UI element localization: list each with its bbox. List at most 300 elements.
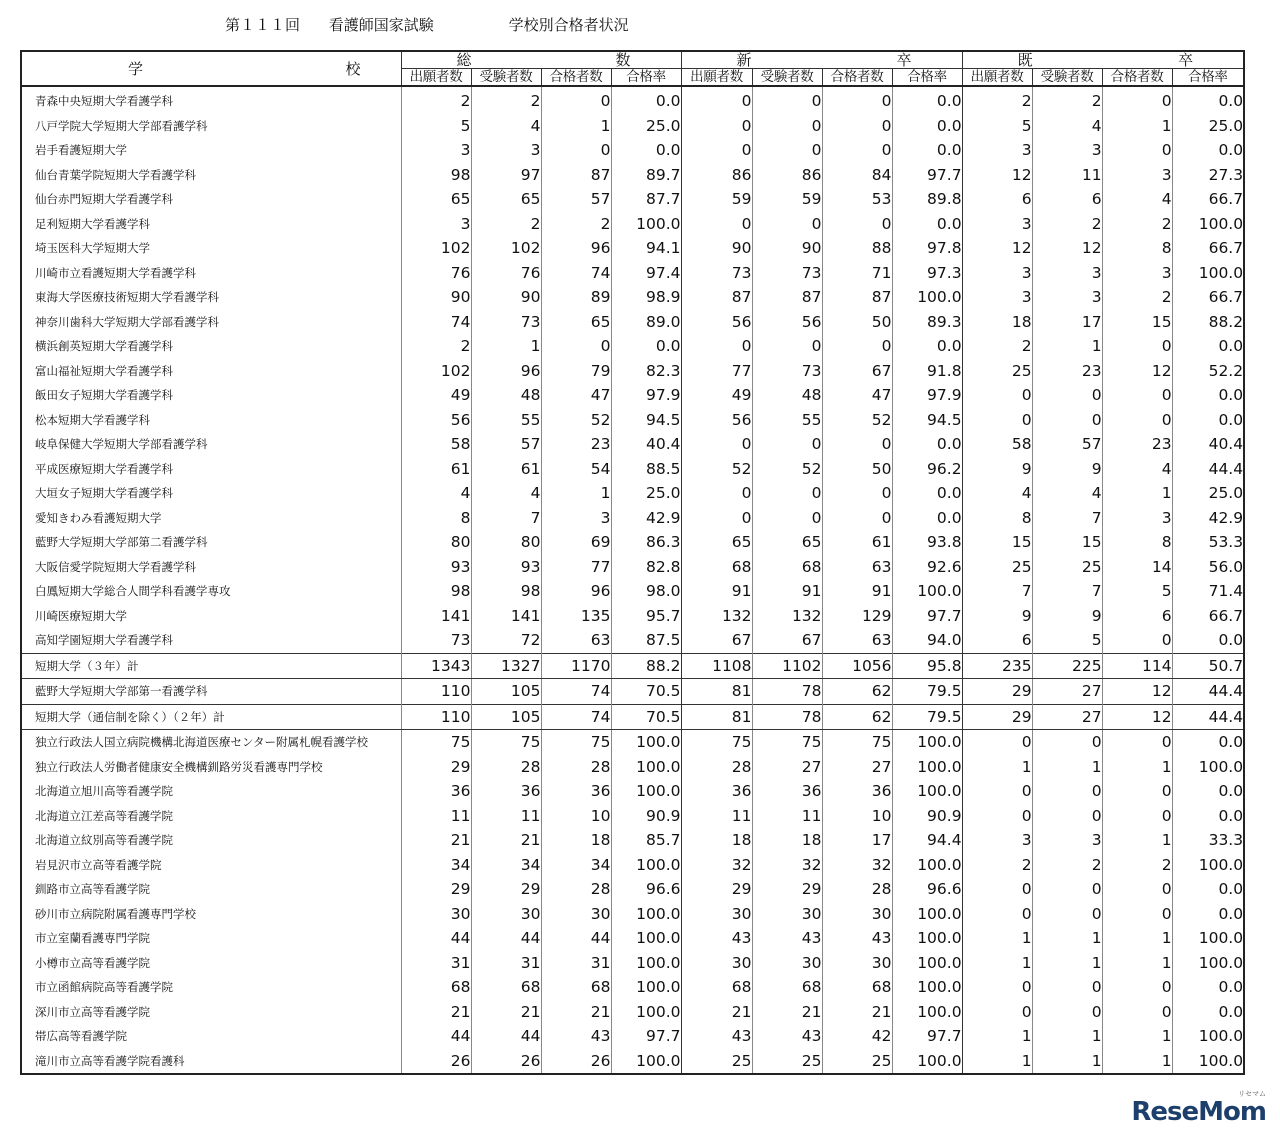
cell-value: 3 [1102,261,1172,286]
school-name: 飯田女子短期大学看護学科 [21,383,401,408]
cell-value: 0 [822,481,892,506]
cell-value: 32 [752,853,822,878]
cell-value: 30 [752,951,822,976]
cell-value: 68 [401,975,471,1000]
cell-value: 61 [471,457,541,482]
cell-value: 65 [471,187,541,212]
cell-value: 62 [822,679,892,705]
cell-value: 87 [822,285,892,310]
cell-value: 98 [471,579,541,604]
cell-value: 2 [1102,212,1172,237]
cell-value: 70.5 [611,704,681,730]
cell-value: 8 [1102,236,1172,261]
cell-value: 100.0 [611,951,681,976]
cell-value: 4 [1032,481,1102,506]
cell-value: 0 [822,86,892,114]
cell-value: 0.0 [1172,730,1244,755]
cell-value: 100.0 [611,779,681,804]
group-header-prior-grad: 既 卒 [962,51,1244,69]
cell-value: 57 [541,187,611,212]
cell-value: 97 [471,163,541,188]
cell-value: 28 [541,755,611,780]
cell-value: 1 [962,1024,1032,1049]
cell-value: 74 [541,261,611,286]
cell-value: 98.0 [611,579,681,604]
cell-value: 91 [681,579,752,604]
cell-value: 8 [1102,530,1172,555]
cell-value: 67 [822,359,892,384]
school-name: 神奈川歯科大学短期大学部看護学科 [21,310,401,335]
cell-value: 5 [962,114,1032,139]
cell-value: 44.4 [1172,679,1244,705]
cell-value: 86 [752,163,822,188]
table-row [21,1024,1244,1049]
school-name: 滝川市立高等看護学院看護科 [21,1049,401,1075]
cell-value: 102 [471,236,541,261]
cell-value: 48 [471,383,541,408]
cell-value: 68 [752,975,822,1000]
school-name: 平成医療短期大学看護学科 [21,457,401,482]
table-row [21,481,1244,506]
cell-value: 90 [752,236,822,261]
cell-value: 27 [822,755,892,780]
cell-value: 14 [1102,555,1172,580]
cell-value: 68 [681,555,752,580]
cell-value: 8 [962,506,1032,531]
cell-value: 97.7 [892,163,962,188]
cell-value: 1 [962,926,1032,951]
cell-value: 0.0 [892,481,962,506]
cell-value: 1 [1032,951,1102,976]
cell-value: 0 [962,902,1032,927]
cell-value: 0 [1102,804,1172,829]
cell-value: 77 [541,555,611,580]
cell-value: 0 [752,506,822,531]
cell-value: 0.0 [611,86,681,114]
cell-value: 67 [752,628,822,653]
cell-value: 100.0 [1172,261,1244,286]
cell-value: 75 [752,730,822,755]
cell-value: 29 [471,877,541,902]
cell-value: 42 [822,1024,892,1049]
cell-value: 81 [681,679,752,705]
cell-value: 1108 [681,653,752,679]
cell-value: 36 [401,779,471,804]
table-row [21,432,1244,457]
cell-value: 0 [1032,975,1102,1000]
cell-value: 44 [401,1024,471,1049]
cell-value: 87 [681,285,752,310]
table-row [21,383,1244,408]
cell-value: 21 [681,1000,752,1025]
cell-value: 56.0 [1172,555,1244,580]
cell-value: 58 [401,432,471,457]
cell-value: 36 [681,779,752,804]
cell-value: 90 [681,236,752,261]
cell-value: 79 [541,359,611,384]
cell-value: 87 [541,163,611,188]
cell-value: 100.0 [1172,951,1244,976]
cell-value: 11 [681,804,752,829]
cell-value: 3 [1032,285,1102,310]
cell-value: 68 [541,975,611,1000]
cell-value: 1 [1102,1049,1172,1075]
cell-value: 0 [752,334,822,359]
cell-value: 132 [752,604,822,629]
cell-value: 114 [1102,653,1172,679]
cell-value: 25 [752,1049,822,1075]
cell-value: 0 [752,138,822,163]
cell-value: 3 [1032,828,1102,853]
cell-value: 3 [401,138,471,163]
cell-value: 95.8 [892,653,962,679]
table-row [21,212,1244,237]
cell-value: 4 [401,481,471,506]
cell-value: 61 [401,457,471,482]
cell-value: 29 [962,704,1032,730]
cell-value: 62 [822,704,892,730]
cell-value: 34 [541,853,611,878]
school-name: 大垣女子短期大学看護学科 [21,481,401,506]
cell-value: 29 [962,679,1032,705]
cell-value: 18 [962,310,1032,335]
cell-value: 0 [1102,86,1172,114]
cell-value: 0.0 [611,334,681,359]
cell-value: 88.2 [1172,310,1244,335]
column-header: 合格率 [1172,69,1244,87]
cell-value: 0.0 [1172,138,1244,163]
cell-value: 0 [752,432,822,457]
cell-value: 89.7 [611,163,681,188]
school-name: 足利短期大学看護学科 [21,212,401,237]
cell-value: 10 [822,804,892,829]
cell-value: 36 [752,779,822,804]
subtotal-row [21,653,1244,679]
cell-value: 0.0 [1172,975,1244,1000]
table-subject: 学校別合格者状況 [508,16,629,34]
cell-value: 129 [822,604,892,629]
cell-value: 96 [471,359,541,384]
table-row [21,628,1244,653]
cell-value: 31 [401,951,471,976]
cell-value: 0 [1102,628,1172,653]
cell-value: 0 [681,481,752,506]
cell-value: 88 [822,236,892,261]
table-row [21,506,1244,531]
school-name: 青森中央短期大学看護学科 [21,86,401,114]
cell-value: 2 [1102,285,1172,310]
cell-value: 94.5 [611,408,681,433]
cell-value: 5 [1102,579,1172,604]
cell-value: 44 [401,926,471,951]
cell-value: 100.0 [892,975,962,1000]
cell-value: 5 [401,114,471,139]
cell-value: 89.8 [892,187,962,212]
cell-value: 44 [471,926,541,951]
cell-value: 100.0 [1172,1049,1244,1075]
table-row [21,310,1244,335]
cell-value: 8 [401,506,471,531]
cell-value: 100.0 [611,1049,681,1075]
cell-value: 73 [681,261,752,286]
cell-value: 0 [1032,1000,1102,1025]
table-row [21,138,1244,163]
cell-value: 96 [541,579,611,604]
cell-value: 0 [1032,877,1102,902]
cell-value: 25.0 [611,481,681,506]
subtotal-row [21,704,1244,730]
cell-value: 25 [962,555,1032,580]
cell-value: 110 [401,704,471,730]
cell-value: 28 [471,755,541,780]
cell-value: 3 [1032,138,1102,163]
cell-value: 0.0 [1172,877,1244,902]
school-name: 小樽市立高等看護学院 [21,951,401,976]
school-name: 北海道立江差高等看護学院 [21,804,401,829]
table-row [21,730,1244,755]
school-name: 深川市立高等看護学院 [21,1000,401,1025]
cell-value: 30 [681,902,752,927]
cell-value: 36 [541,779,611,804]
school-name: 市立室蘭看護専門学院 [21,926,401,951]
cell-value: 89 [541,285,611,310]
cell-value: 3 [962,212,1032,237]
cell-value: 43 [681,926,752,951]
cell-value: 100.0 [1172,926,1244,951]
school-name: 砂川市立病院附属看護専門学校 [21,902,401,927]
cell-value: 93 [471,555,541,580]
cell-value: 29 [752,877,822,902]
school-name: 帯広高等看護学院 [21,1024,401,1049]
cell-value: 97.4 [611,261,681,286]
cell-value: 110 [401,679,471,705]
cell-value: 96.2 [892,457,962,482]
cell-value: 30 [541,902,611,927]
cell-value: 3 [1032,261,1102,286]
cell-value: 92.6 [892,555,962,580]
cell-value: 1 [1102,481,1172,506]
cell-value: 3 [962,138,1032,163]
cell-value: 21 [471,828,541,853]
cell-value: 2 [401,86,471,114]
cell-value: 100.0 [611,902,681,927]
cell-value: 30 [752,902,822,927]
cell-value: 94.1 [611,236,681,261]
cell-value: 105 [471,679,541,705]
cell-value: 0 [962,804,1032,829]
table-row [21,555,1244,580]
column-header: 受験者数 [1032,69,1102,87]
cell-value: 93.8 [892,530,962,555]
cell-value: 3 [962,261,1032,286]
cell-value: 70.5 [611,679,681,705]
cell-value: 29 [401,877,471,902]
cell-value: 58 [962,432,1032,457]
school-name: 高知学園短期大学看護学科 [21,628,401,653]
cell-value: 2 [1032,853,1102,878]
cell-value: 0 [752,86,822,114]
cell-value: 73 [752,359,822,384]
cell-value: 0 [822,138,892,163]
cell-value: 1 [471,334,541,359]
table-row [21,853,1244,878]
cell-value: 100.0 [611,212,681,237]
cell-value: 97.7 [892,604,962,629]
cell-value: 100.0 [1172,755,1244,780]
cell-value: 3 [541,506,611,531]
cell-value: 25 [681,1049,752,1075]
cell-value: 56 [681,408,752,433]
cell-value: 86.3 [611,530,681,555]
cell-value: 52 [681,457,752,482]
cell-value: 4 [1102,187,1172,212]
cell-value: 0 [962,730,1032,755]
school-name: 北海道立旭川高等看護学院 [21,779,401,804]
table-row [21,114,1244,139]
cell-value: 3 [962,285,1032,310]
cell-value: 25 [1032,555,1102,580]
cell-value: 94.0 [892,628,962,653]
cell-value: 0 [1102,902,1172,927]
cell-value: 96 [541,236,611,261]
cell-value: 18 [752,828,822,853]
cell-value: 90.9 [611,804,681,829]
cell-value: 49 [681,383,752,408]
cell-value: 135 [541,604,611,629]
cell-value: 9 [962,457,1032,482]
cell-value: 40.4 [1172,432,1244,457]
cell-value: 87.5 [611,628,681,653]
cell-value: 75 [471,730,541,755]
cell-value: 73 [752,261,822,286]
cell-value: 0 [1102,1000,1172,1025]
cell-value: 23 [541,432,611,457]
cell-value: 7 [1032,579,1102,604]
cell-value: 100.0 [892,853,962,878]
table-row [21,261,1244,286]
cell-value: 2 [1032,212,1102,237]
cell-value: 98 [401,579,471,604]
cell-value: 105 [471,704,541,730]
table-row [21,828,1244,853]
cell-value: 141 [471,604,541,629]
cell-value: 4 [962,481,1032,506]
cell-value: 12 [1032,236,1102,261]
cell-value: 2 [1102,853,1172,878]
cell-value: 0.0 [892,138,962,163]
cell-value: 12 [1102,679,1172,705]
cell-value: 100.0 [1172,212,1244,237]
school-name: 埼玉医科大学短期大学 [21,236,401,261]
school-name: 仙台青葉学院短期大学看護学科 [21,163,401,188]
cell-value: 3 [1102,163,1172,188]
cell-value: 1 [1032,334,1102,359]
table-row [21,334,1244,359]
cell-value: 100.0 [892,755,962,780]
cell-value: 78 [752,704,822,730]
cell-value: 43 [541,1024,611,1049]
table-row [21,902,1244,927]
cell-value: 0 [681,334,752,359]
school-name: 富山福祉短期大学看護学科 [21,359,401,384]
school-name: 松本短期大学看護学科 [21,408,401,433]
table-row [21,877,1244,902]
cell-value: 11 [401,804,471,829]
cell-value: 93 [401,555,471,580]
school-name: 白鳳短期大学総合人間学科看護学専攻 [21,579,401,604]
cell-value: 100.0 [892,951,962,976]
cell-value: 0 [962,779,1032,804]
column-header: 合格者数 [822,69,892,87]
cell-value: 0 [962,1000,1032,1025]
school-name: 横浜創英短期大学看護学科 [21,334,401,359]
cell-value: 82.3 [611,359,681,384]
cell-value: 56 [401,408,471,433]
school-name: 八戸学院大学短期大学部看護学科 [21,114,401,139]
cell-value: 2 [962,86,1032,114]
cell-value: 97.7 [611,1024,681,1049]
cell-value: 25 [822,1049,892,1075]
cell-value: 1 [541,481,611,506]
cell-value: 90 [401,285,471,310]
cell-value: 102 [401,236,471,261]
cell-value: 85.7 [611,828,681,853]
school-name: 独立行政法人労働者健康安全機構釧路労災看護専門学校 [21,755,401,780]
cell-value: 2 [541,212,611,237]
cell-value: 12 [1102,704,1172,730]
cell-value: 80 [471,530,541,555]
cell-value: 0 [1032,804,1102,829]
cell-value: 100.0 [892,1049,962,1075]
cell-value: 40.4 [611,432,681,457]
cell-value: 75 [822,730,892,755]
cell-value: 44 [471,1024,541,1049]
cell-value: 0.0 [892,86,962,114]
cell-value: 100.0 [611,755,681,780]
cell-value: 3 [1102,506,1172,531]
cell-value: 9 [1032,457,1102,482]
cell-value: 84 [822,163,892,188]
cell-value: 15 [1102,310,1172,335]
cell-value: 32 [822,853,892,878]
cell-value: 82.8 [611,555,681,580]
cell-value: 0.0 [611,138,681,163]
table-row [21,755,1244,780]
table-body [21,86,1244,1074]
table-row [21,359,1244,384]
cell-value: 74 [541,704,611,730]
table-row [21,236,1244,261]
cell-value: 97.8 [892,236,962,261]
cell-value: 141 [401,604,471,629]
cell-value: 0 [962,877,1032,902]
cell-value: 4 [1102,457,1172,482]
cell-value: 2 [962,334,1032,359]
school-name: 岩手看護短期大学 [21,138,401,163]
cell-value: 86 [681,163,752,188]
school-name: 大阪信愛学院短期大学看護学科 [21,555,401,580]
cell-value: 81 [681,704,752,730]
cell-value: 65 [541,310,611,335]
cell-value: 0.0 [892,114,962,139]
school-name: 藍野大学短期大学部第一看護学科 [21,679,401,705]
school-name: 仙台赤門短期大学看護学科 [21,187,401,212]
cell-value: 97.3 [892,261,962,286]
column-header: 出願者数 [962,69,1032,87]
cell-value: 94.5 [892,408,962,433]
cell-value: 225 [1032,653,1102,679]
cell-value: 43 [752,926,822,951]
